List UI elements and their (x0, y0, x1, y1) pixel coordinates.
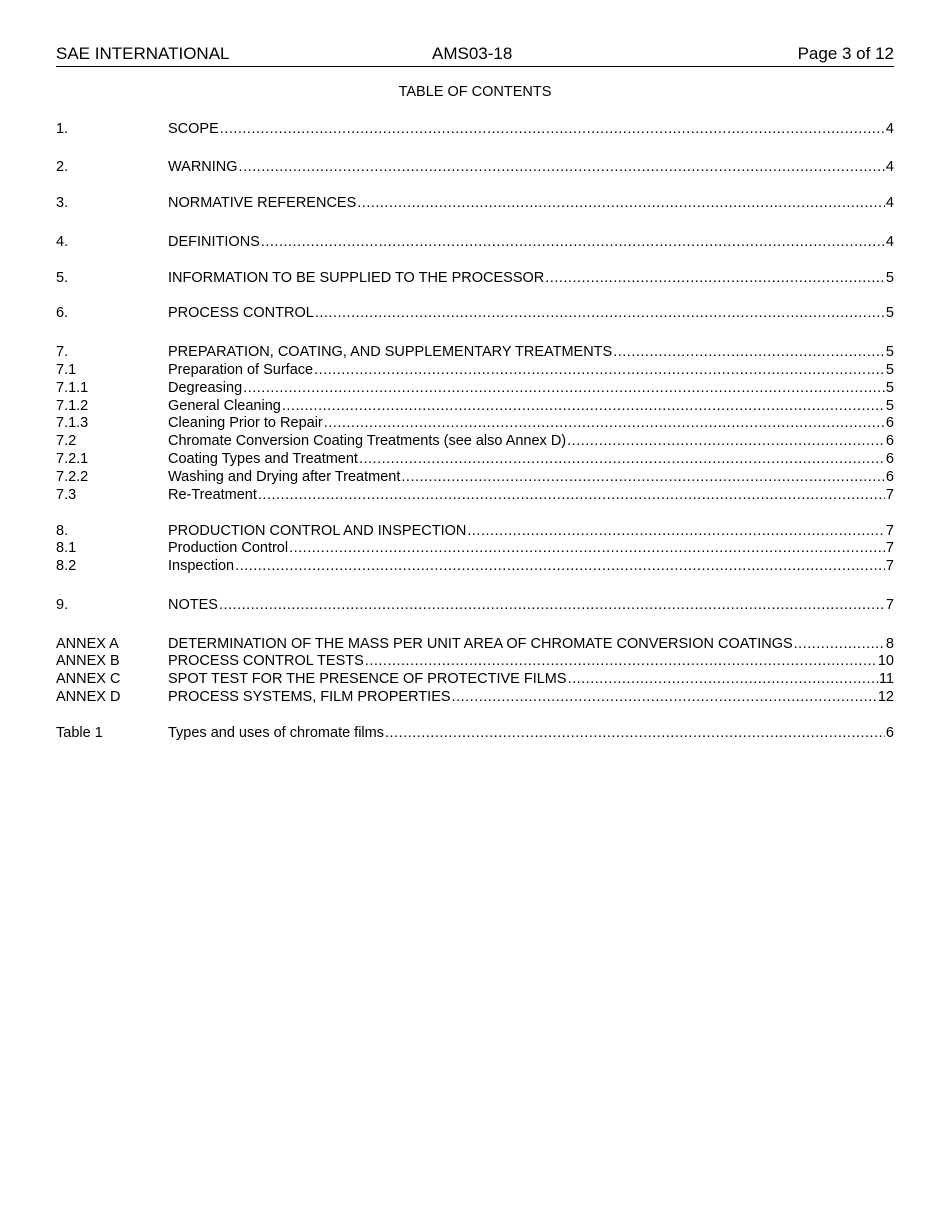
toc-entry-page: 7 (885, 597, 894, 613)
toc-leader-dots (235, 557, 885, 575)
toc-entry-page: 5 (885, 305, 894, 321)
toc-entry-title: Coating Types and Treatment (168, 451, 358, 467)
toc-leader-dots (567, 432, 885, 450)
toc-entry-number: ANNEX D (56, 689, 121, 705)
toc-leader-dots (289, 539, 885, 557)
toc-entry-page: 4 (885, 159, 894, 175)
toc-entry[interactable] (56, 304, 894, 322)
toc-entry[interactable] (56, 233, 894, 251)
toc-entry[interactable] (56, 652, 894, 670)
toc-leader-dots (452, 688, 877, 706)
toc-entry-number: 7. (56, 344, 69, 360)
toc-entry-page: 6 (885, 725, 894, 741)
toc-entry-title: Types and uses of chromate films (168, 725, 384, 741)
toc-entry-number: 7.1.3 (56, 415, 89, 431)
toc-entry-number: 7.1.2 (56, 398, 89, 414)
toc-entry[interactable] (56, 522, 894, 540)
toc-entry-page: 5 (885, 398, 894, 414)
toc-leader-dots (243, 379, 885, 397)
toc-entry[interactable] (56, 688, 894, 706)
toc-entry[interactable] (56, 158, 894, 176)
toc-entry-page: 6 (885, 415, 894, 431)
toc-leader-dots (401, 468, 885, 486)
toc-entry[interactable] (56, 539, 894, 557)
toc-leader-dots (220, 120, 885, 138)
toc-entry[interactable] (56, 194, 894, 212)
toc-entry-number: 6. (56, 305, 69, 321)
toc-entry-number: 7.3 (56, 487, 77, 503)
toc-entry-title: DETERMINATION OF THE MASS PER UNIT AREA OF CHROMATE CONVERSION COATINGS (168, 636, 793, 652)
toc-entry-title: Washing and Drying after Treatment (168, 469, 401, 485)
toc-entry-title: SCOPE (168, 121, 219, 137)
toc-entry-number: 7.1.1 (56, 380, 89, 396)
toc-entry[interactable] (56, 557, 894, 575)
toc-entry-page: 7 (885, 487, 894, 503)
toc-entry-title: WARNING (168, 159, 238, 175)
toc-entry[interactable] (56, 343, 894, 361)
toc-entry-title: SPOT TEST FOR THE PRESENCE OF PROTECTIVE FILMS (168, 671, 567, 687)
toc-entry-number: 8.2 (56, 558, 77, 574)
toc-leader-dots (324, 414, 885, 432)
toc-entry-number: 7.2.1 (56, 451, 89, 467)
toc-entry-number: ANNEX C (56, 671, 121, 687)
toc-entry-number: Table 1 (56, 725, 103, 741)
toc-leader-dots (357, 194, 885, 212)
toc-leader-dots (282, 397, 885, 415)
toc-entry[interactable] (56, 120, 894, 138)
toc-entry-title: General Cleaning (168, 398, 281, 414)
toc-entry[interactable] (56, 468, 894, 486)
toc-leader-dots (385, 724, 885, 742)
toc-entry-page: 6 (885, 451, 894, 467)
toc-leader-dots (545, 269, 885, 287)
toc-entry-number: 7.1 (56, 362, 77, 378)
toc-entry-title: PREPARATION, COATING, AND SUPPLEMENTARY TREATMENTS (168, 344, 613, 360)
toc-entry[interactable] (56, 486, 894, 504)
toc-entry-title: INFORMATION TO BE SUPPLIED TO THE PROCESSOR (168, 270, 545, 286)
toc-entry-title: Degreasing (168, 380, 243, 396)
toc-entry-page: 4 (885, 121, 894, 137)
toc-entry[interactable] (56, 379, 894, 397)
toc-entry[interactable] (56, 414, 894, 432)
toc-entry[interactable] (56, 361, 894, 379)
toc-entry[interactable] (56, 670, 894, 688)
toc-entry-page: 12 (877, 689, 894, 705)
toc-entry-title: Re-Treatment (168, 487, 257, 503)
toc-entry-number: 5. (56, 270, 69, 286)
toc-entry-number: 8.1 (56, 540, 77, 556)
toc-entry-title: PROCESS CONTROL TESTS (168, 653, 364, 669)
toc-entry-page: 4 (885, 234, 894, 250)
toc-entry-title: Chromate Conversion Coating Treatments (see also Annex D) (168, 433, 567, 449)
toc-entry-page: 6 (885, 433, 894, 449)
toc-entry-number: 7.2 (56, 433, 77, 449)
toc-entry-title: Inspection (168, 558, 235, 574)
toc-leader-dots (258, 486, 885, 504)
toc-entry-title: NOTES (168, 597, 218, 613)
toc-entry-page: 4 (885, 195, 894, 211)
toc-leader-dots (467, 522, 885, 540)
toc-entry-number: 1. (56, 121, 69, 137)
toc-entry-title: PROCESS CONTROL (168, 305, 314, 321)
toc-entry-page: 5 (885, 380, 894, 396)
toc-entry-page: 5 (885, 270, 894, 286)
toc-entry-title: Preparation of Surface (168, 362, 314, 378)
toc-entry-title: PRODUCTION CONTROL AND INSPECTION (168, 523, 467, 539)
toc-entry-number: ANNEX B (56, 653, 120, 669)
toc-entry[interactable] (56, 635, 894, 653)
toc-entry[interactable] (56, 397, 894, 415)
toc-entry-title: PROCESS SYSTEMS, FILM PROPERTIES (168, 689, 451, 705)
toc-entry[interactable] (56, 269, 894, 287)
toc-entry-number: 2. (56, 159, 69, 175)
toc-entry-page: 6 (885, 469, 894, 485)
toc-entry-title: NORMATIVE REFERENCES (168, 195, 357, 211)
header-doc-id: AMS03-18 (432, 44, 513, 63)
toc-entry[interactable] (56, 432, 894, 450)
toc-entry-number: ANNEX A (56, 636, 119, 652)
toc-entry-number: 9. (56, 597, 69, 613)
toc-leader-dots (261, 233, 885, 251)
toc-entry-page: 11 (878, 671, 894, 687)
toc-leader-dots (568, 670, 878, 688)
toc-leader-dots (315, 304, 885, 322)
toc-leader-dots (365, 652, 877, 670)
toc-leader-dots (239, 158, 885, 176)
toc-entry-page: 5 (885, 362, 894, 378)
toc-leader-dots (219, 596, 885, 614)
toc-entry-page: 10 (877, 653, 894, 669)
toc-entry-number: 7.2.2 (56, 469, 89, 485)
toc-entry-title: DEFINITIONS (168, 234, 260, 250)
toc-entry-page: 7 (885, 558, 894, 574)
toc-entry-page: 7 (885, 523, 894, 539)
toc-leader-dots (314, 361, 885, 379)
page-header (56, 44, 894, 67)
toc-leader-dots (613, 343, 885, 361)
toc-leader-dots (359, 450, 885, 468)
toc-leader-dots (794, 635, 885, 653)
toc-title: TABLE OF CONTENTS (398, 84, 552, 100)
toc-entry[interactable] (56, 724, 894, 742)
toc-entry[interactable] (56, 450, 894, 468)
toc-entry-number: 8. (56, 523, 69, 539)
toc-entry-title: Production Control (168, 540, 289, 556)
toc-entry-number: 3. (56, 195, 69, 211)
toc-entry-title: Cleaning Prior to Repair (168, 415, 323, 431)
toc-entry-number: 4. (56, 234, 69, 250)
toc-entry-page: 8 (885, 636, 894, 652)
toc-entry[interactable] (56, 596, 894, 614)
toc-entry-page: 5 (885, 344, 894, 360)
header-page-number: Page 3 of 12 (797, 44, 894, 63)
header-org: SAE INTERNATIONAL (56, 44, 230, 63)
toc-entry-page: 7 (885, 540, 894, 556)
